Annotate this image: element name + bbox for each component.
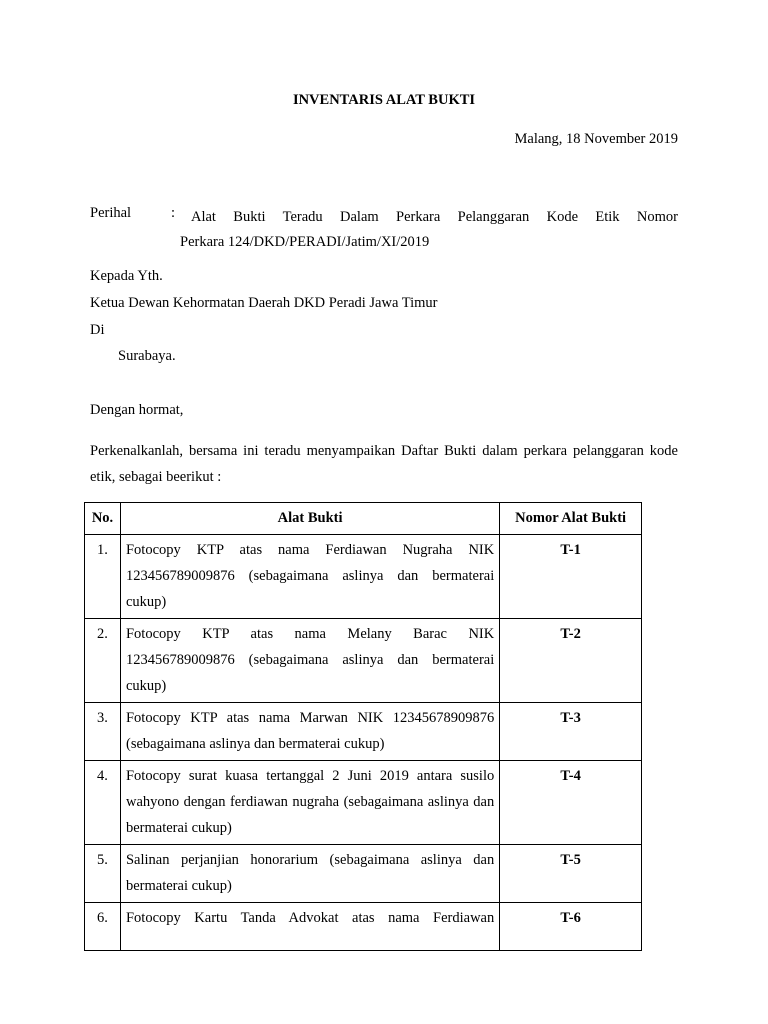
row-number: 1. [85,535,121,619]
row-number: 4. [85,761,121,845]
perihal-label: Perihal [90,205,132,221]
perihal-line-2: Perkara 124/DKD/PERADI/Jatim/XI/2019 [180,234,430,250]
row-number: 6. [85,903,121,951]
row-code: T-4 [500,761,642,845]
perihal-line-1: Alat Bukti Teradu Dalam Perkara Pelanggaran Kode Etik Nomor [191,209,678,225]
row-number: 3. [85,703,121,761]
header-nomor-alat-bukti: Nomor Alat Bukti [500,503,642,535]
greeting: Dengan hormat, [90,402,184,418]
row-evidence: Fotocopy KTP atas nama Melany Barac NIK 123456789009876 (sebagaimana aslinya dan bermaterai cukup) [120,619,499,703]
intro-line-1: Perkenalkanlah, bersama ini teradu menyampaikan Daftar Bukti dalam perkara pelanggaran kode [90,443,678,459]
recipient-city: Surabaya. [118,348,176,364]
header-no: No. [85,503,121,535]
recipient-kepada: Kepada Yth. [90,268,163,284]
table-row [85,845,642,903]
table-row [85,903,642,951]
document-title: INVENTARIS ALAT BUKTI [292,92,476,108]
row-code: T-2 [500,619,642,703]
row-number: 5. [85,845,121,903]
row-evidence: Fotocopy KTP atas nama Marwan NIK 12345678909876 (sebagaimana aslinya dan bermaterai cukup) [120,703,499,761]
row-number: 2. [85,619,121,703]
intro-paragraph [90,438,678,490]
perihal-text [180,205,678,255]
table-row [85,535,642,619]
recipient-di: Di [90,322,105,338]
recipient-name: Ketua Dewan Kehormatan Daerah DKD Peradi Jawa Timur [90,295,438,311]
date-line: Malang, 18 November 2019 [514,131,678,147]
table-row [85,619,642,703]
intro-line-2: etik, sebagai beerikut : [90,469,222,485]
header-alat-bukti: Alat Bukti [120,503,499,535]
row-evidence: Fotocopy KTP atas nama Ferdiawan Nugraha NIK 123456789009876 (sebagaimana aslinya dan bermaterai cukup) [120,535,499,619]
table-row [85,703,642,761]
row-evidence: Fotocopy Kartu Tanda Advokat atas nama Ferdiawan [120,903,499,951]
table-row [85,761,642,845]
row-code: T-3 [500,703,642,761]
row-code: T-1 [500,535,642,619]
evidence-table [84,502,642,951]
row-evidence: Salinan perjanjian honorarium (sebagaimana aslinya dan bermaterai cukup) [120,845,499,903]
row-evidence: Fotocopy surat kuasa tertanggal 2 Juni 2019 antara susilo wahyono dengan ferdiawan nugraha (sebagaimana aslinya dan bermaterai cukup) [120,761,499,845]
perihal-colon: : [171,205,176,221]
table-header-row [85,503,642,535]
row-code: T-6 [500,903,642,951]
row-code: T-5 [500,845,642,903]
